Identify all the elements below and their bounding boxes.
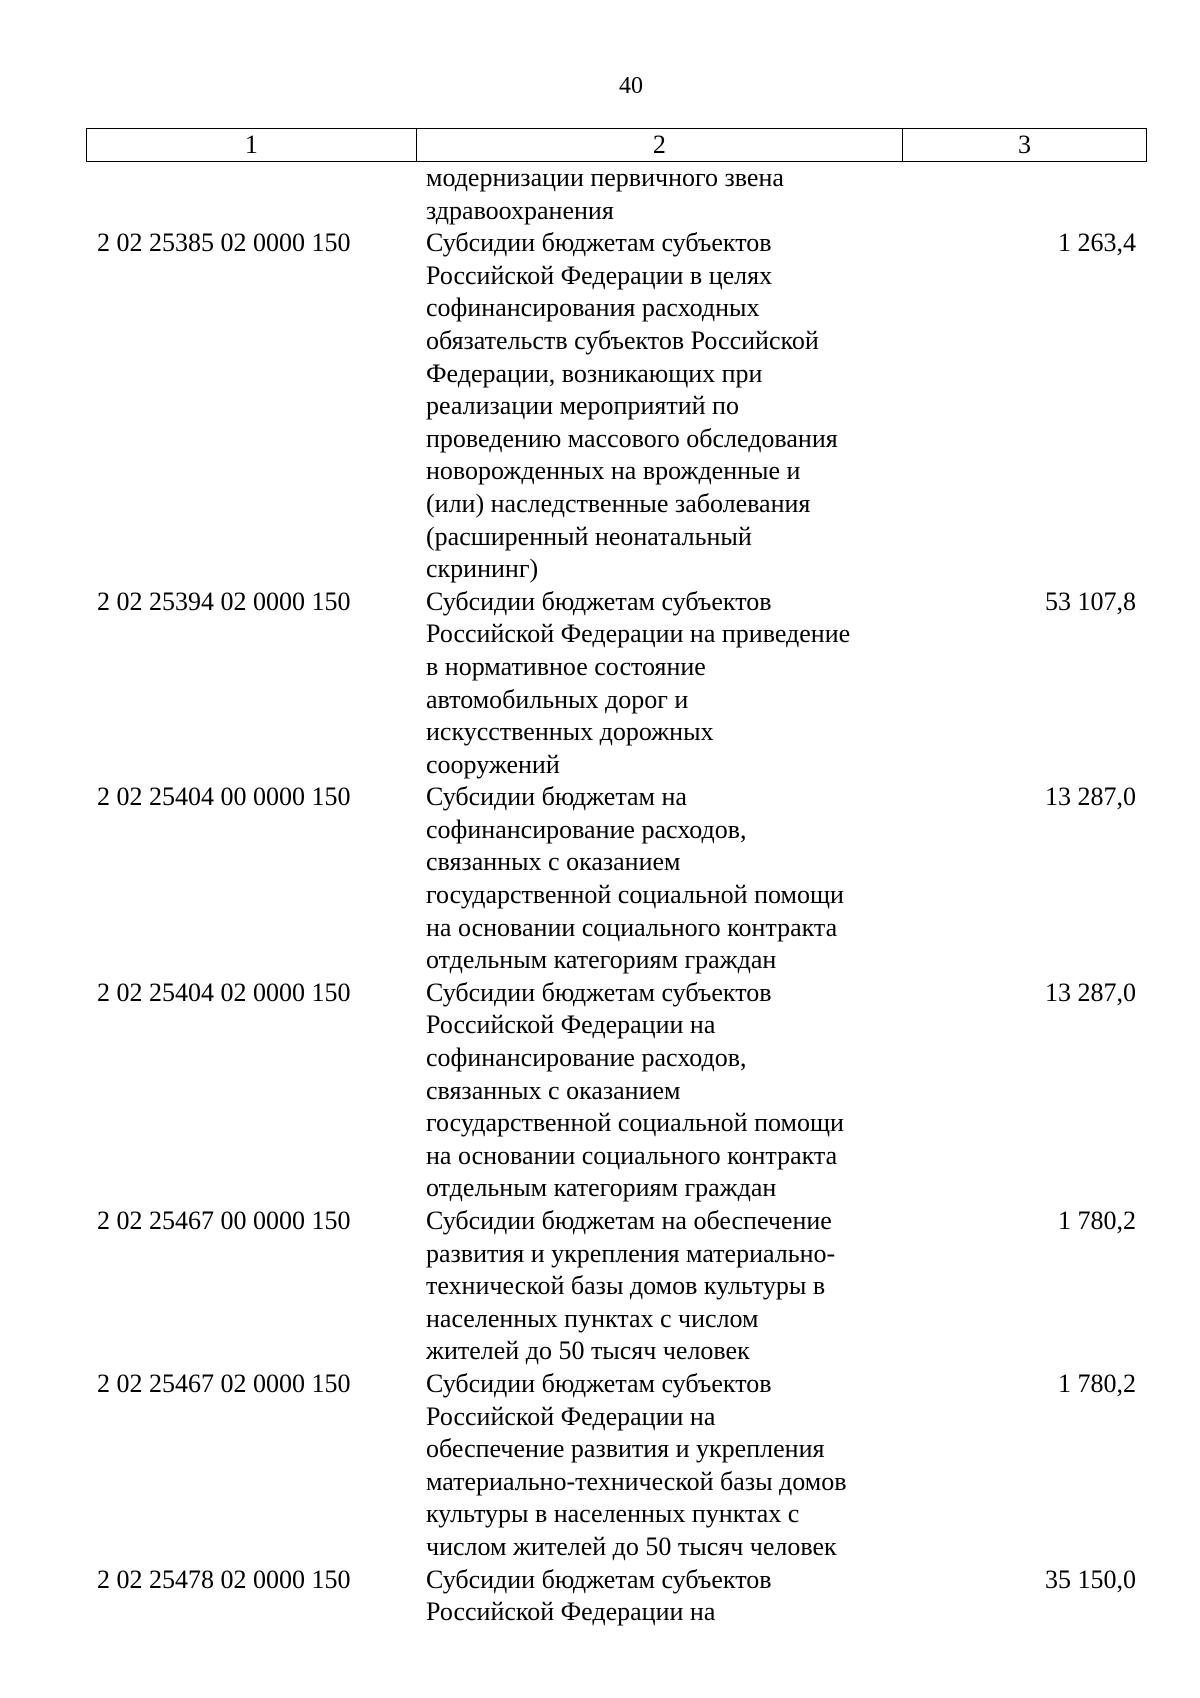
row-name: Субсидии бюджетам на софинансирование расходов, связанных с оказанием государственной социальной помощи на основании социального контракта отдельным категориям граждан	[426, 782, 844, 975]
row-code: 2 02 25404 02 0000 150	[97, 977, 351, 1007]
row-name: Субсидии бюджетам субъектов Российской Федерации на обеспечение развития и укрепления материально-технической базы домов культуры в населенных пунктах с числом жителей до 50 тысяч человек	[426, 1368, 847, 1561]
row-code: 2 02 25467 02 0000 150	[97, 1368, 351, 1398]
row-name: Субсидии бюджетам субъектов Российской Федерации в целях софинансирования расходных обязательств субъектов Российской Федерации, возникающих при реализации мероприятий по проведению массового обследования новорожденных на врожденные и (или) наследственные заболевания (расширенный неонатальный скрининг)	[426, 228, 838, 584]
row-code: 2 02 25385 02 0000 150	[97, 228, 351, 258]
table-row	[86, 227, 1147, 586]
row-amount: 13 287,0	[1045, 782, 1136, 812]
table-row	[86, 1205, 1147, 1368]
table-row	[86, 1368, 1147, 1564]
page-number: 40	[619, 73, 643, 99]
row-name: модернизации первичного звена здравоохранения	[426, 163, 784, 225]
row-code: 2 02 25467 00 0000 150	[97, 1206, 351, 1235]
header-row	[87, 129, 1147, 162]
row-code: 2 02 25478 02 0000 150	[97, 1564, 351, 1594]
row-name: Субсидии бюджетам на обеспечение развития и укрепления материально- технической базы домов культуры в населенных пунктах с числом жителей до 50 тысяч человек	[426, 1206, 836, 1366]
row-amount: 1 263,4	[1058, 228, 1136, 258]
row-amount: 35 150,0	[1045, 1564, 1136, 1594]
header-col-2: 2	[416, 129, 902, 162]
table-row	[86, 781, 1147, 977]
row-name: Субсидии бюджетам субъектов Российской Федерации на софинансирование расходов, связанных с оказанием государственной социальной помощи на основании социального контракта отдельным категориям граждан	[426, 977, 844, 1203]
table-row	[86, 586, 1147, 782]
row-code: 2 02 25394 02 0000 150	[97, 586, 351, 616]
table-row	[86, 1564, 1147, 1629]
row-amount: 13 287,0	[1045, 977, 1136, 1007]
row-amount: 53 107,8	[1045, 586, 1136, 616]
header-col-1: 1	[87, 129, 417, 162]
row-name: Субсидии бюджетам субъектов Российской Федерации на приведение в нормативное состояние автомобильных дорог и искусственных дорожных сооружений	[426, 586, 851, 779]
row-code: 2 02 25404 00 0000 150	[97, 782, 351, 812]
row-amount: 1 780,2	[1058, 1206, 1136, 1235]
table-row	[86, 977, 1147, 1205]
row-amount: 1 780,2	[1058, 1368, 1136, 1398]
table-body	[86, 162, 1147, 1629]
table-row	[86, 162, 1147, 227]
row-name: Субсидии бюджетам субъектов Российской Федерации на	[426, 1564, 772, 1627]
table-header	[86, 128, 1147, 162]
header-col-3: 3	[902, 129, 1146, 162]
